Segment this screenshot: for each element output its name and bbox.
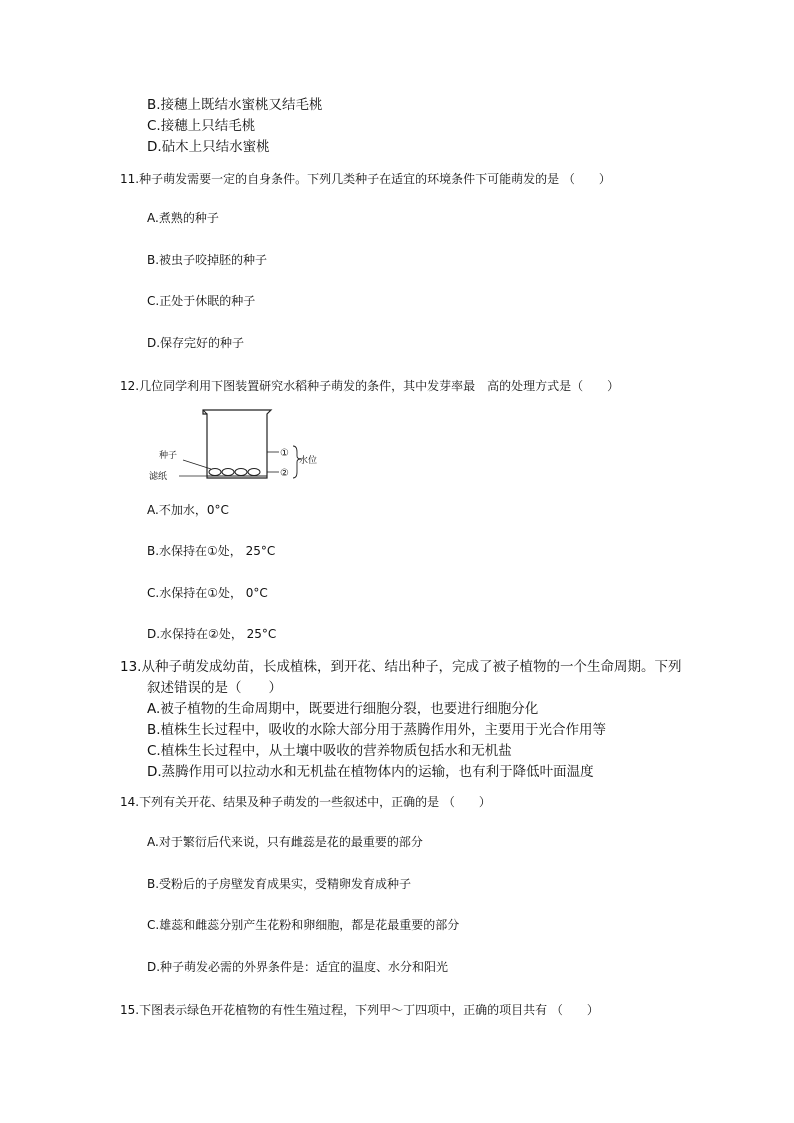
q12-option-b: B.水保持在①处， 25°C xyxy=(147,544,276,558)
q14-option-d: D.种子萌发必需的外界条件是：适宜的温度、水分和阳光 xyxy=(147,960,449,974)
beaker-outline xyxy=(203,410,271,478)
q12-stem: 12.几位同学利用下图装置研究水稻种子萌发的条件，其中发芽率最 高的处理方式是（ ） xyxy=(120,379,620,393)
filter-paper-label: 滤纸 xyxy=(149,472,168,482)
seed-3 xyxy=(235,469,247,476)
beaker-diagram xyxy=(145,408,318,483)
seed-4 xyxy=(248,469,260,476)
q12-option-c: C.水保持在①处， 0°C xyxy=(147,586,268,600)
q11-option-a: A.煮熟的种子 xyxy=(147,211,219,225)
q11-stem: 11.种子萌发需要一定的自身条件。下列几类种子在适宜的环境条件下可能萌发的是 （ ） xyxy=(120,172,611,186)
water-level-label: 水位 xyxy=(299,456,318,466)
q13-option-a: A.被子植物的生命周期中，既要进行细胞分裂，也要进行细胞分化 xyxy=(147,701,539,717)
seed-2 xyxy=(222,469,234,476)
q11-option-c: C.正处于休眠的种子 xyxy=(147,294,256,308)
q11-option-d: D.保存完好的种子 xyxy=(147,336,245,350)
q14-option-b: B.受粉后的子房壁发育成果实，受精卵发育成种子 xyxy=(147,877,412,891)
beaker-lip xyxy=(203,410,207,414)
q13-stem-line1: 13.从种子萌发成幼苗，长成植株，到开花、结出种子，完成了被子植物的一个生命周期。下列 xyxy=(120,659,682,675)
prev-option-d: D.砧木上只结水蜜桃 xyxy=(147,139,270,155)
seed-1 xyxy=(209,469,221,476)
mark-2: ② xyxy=(280,468,289,479)
q15-stem: 15.下图表示绿色开花植物的有性生殖过程，下列甲～丁四项中，正确的项目共有 （ ） xyxy=(120,1003,599,1017)
prev-option-c: C.接穗上只结毛桃 xyxy=(147,118,256,134)
q14-option-a: A.对于繁衍后代来说，只有雌蕊是花的最重要的部分 xyxy=(147,835,423,849)
seed-label: 种子 xyxy=(159,451,178,461)
q12-option-d: D.水保持在②处， 25°C xyxy=(147,627,277,641)
q13-option-c: C.植株生长过程中，从土壤中吸收的营养物质包括水和无机盐 xyxy=(147,743,512,759)
q13-option-d: D.蒸腾作用可以拉动水和无机盐在植物体内的运输，也有利于降低叶面温度 xyxy=(147,764,594,780)
q11-option-b: B.被虫子咬掉胚的种子 xyxy=(147,253,268,267)
q14-stem: 14.下列有关开花、结果及种子萌发的一些叙述中，正确的是 （ ） xyxy=(120,795,491,809)
q13-option-b: B.植株生长过程中，吸收的水除大部分用于蒸腾作用外，主要用于光合作用等 xyxy=(147,722,607,738)
mark-1: ① xyxy=(280,448,289,459)
q13-stem-line2: 叙述错误的是（ ） xyxy=(147,680,282,696)
prev-option-b: B.接穗上既结水蜜桃又结毛桃 xyxy=(147,97,323,113)
q12-option-a: A.不加水，0°C xyxy=(147,503,229,517)
q14-option-c: C.雄蕊和雌蕊分别产生花粉和卵细胞，都是花最重要的部分 xyxy=(147,918,460,932)
